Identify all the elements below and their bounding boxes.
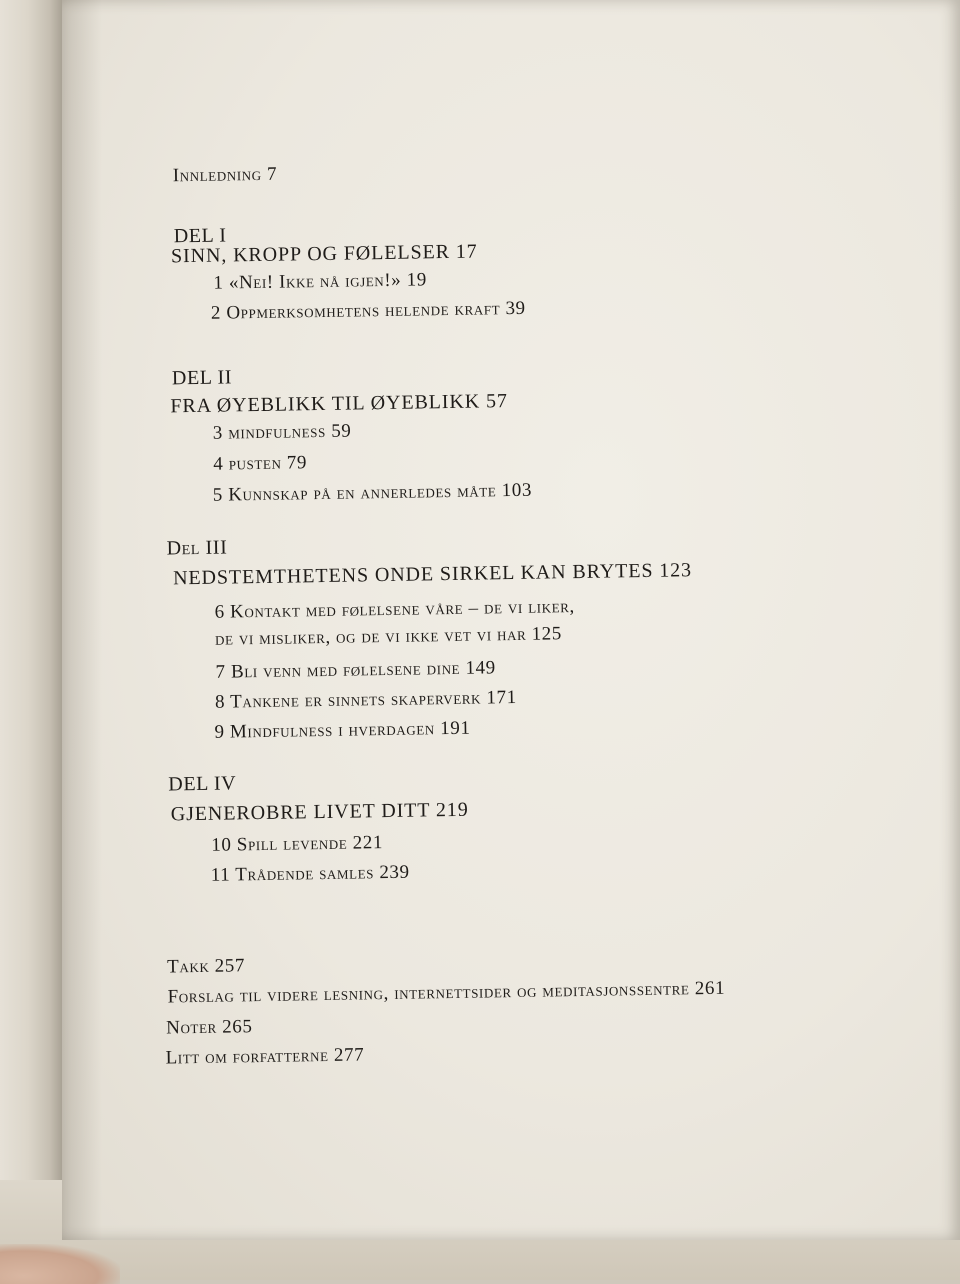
chapter-6-continued: de vi misliker, og de vi ikke vet vi har 125 [214,623,563,650]
chapter-3: 3 mindfulness 59 [212,420,352,444]
back-matter-about-authors: Litt om forfatterne 277 [165,1044,365,1069]
chapter-10: 10 Spill levende 221 [211,832,384,856]
chapter-1: 1 «Nei! Ikke nå igjen!» 19 [213,269,428,294]
part-2-title: FRA ØYEBLIKK TIL ØYEBLIKK 57 [170,390,508,418]
chapter-4: 4 pusten 79 [213,452,308,475]
chapter-9: 9 Mindfulness i hverdagen 191 [214,717,471,743]
part-2-label: DEL II [171,366,233,390]
chapter-5: 5 Kunnskap på en annerledes måte 103 [212,479,533,506]
back-matter-further-reading: Forslag til videre lesning, internettsider og meditasjonssentre 261 [167,977,726,1008]
part-4-label: DEL IV [168,772,237,796]
toc-intro: Innledning 7 [172,163,278,187]
part-1-title: SINN, KROPP OG FØLELSER 17 [170,240,478,268]
chapter-6: 6 Kontakt med følelsene våre – de vi liker, [214,596,575,623]
part-4-title: GJENEROBRE LIVET DITT 219 [170,798,469,826]
part-1-label: DEL I [173,224,227,248]
chapter-8: 8 Tankene er sinnets skaperverk 171 [214,686,517,713]
chapter-11: 11 Trådende samles 239 [210,861,410,886]
back-matter-thanks: Takk 257 [167,955,246,978]
back-matter-notes: Noter 265 [166,1016,253,1039]
part-3-label: Del III [166,536,228,560]
part-3-title: NEDSTEMTHETENS ONDE SIRKEL KAN BRYTES 123 [172,559,693,590]
chapter-7: 7 Bli venn med følelsene dine 149 [215,657,496,683]
chapter-2: 2 Oppmerksomhetens helende kraft 39 [210,297,526,324]
